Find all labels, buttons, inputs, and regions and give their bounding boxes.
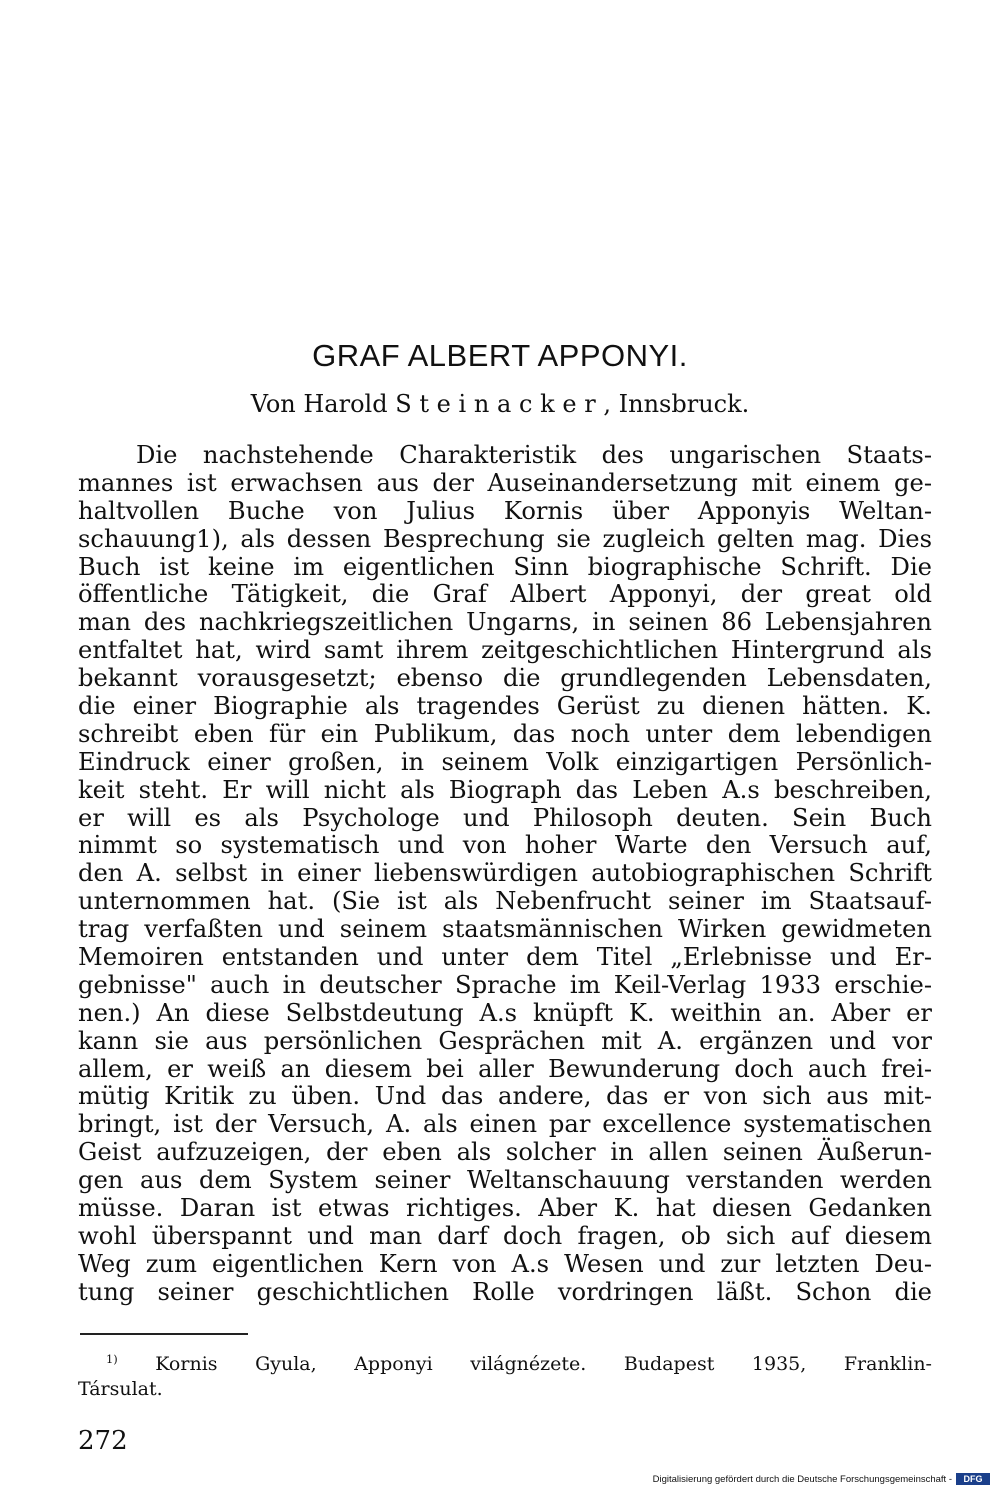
body-line: gebnisse" auch in deutscher Sprache im Keil-Verlag 1933 erschie- <box>78 970 932 999</box>
body-line: nimmt so systematisch und von hoher Warte den Versuch auf, <box>78 831 932 860</box>
byline-prefix: Von Harold <box>250 390 396 418</box>
body-line: tung seiner geschichtlichen Rolle vordringen läßt. Schon die <box>78 1277 932 1306</box>
body-line: trag verfaßten und seinem staatsmännischen Wirken gewidmeten <box>78 915 932 944</box>
footnote-line <box>78 1352 932 1377</box>
body-line: entfaltet hat, wird samt ihrem zeitgeschichtlichen Hintergrund als <box>78 636 932 665</box>
body-line: wohl überspannt und man darf doch fragen, ob sich auf diesem <box>78 1221 932 1250</box>
body-line: er will es als Psychologe und Philosoph deuten. Sein Buch <box>78 803 932 832</box>
body-line: müsse. Daran ist etwas richtiges. Aber K. hat diesen Gedanken <box>78 1194 932 1223</box>
byline-author: Steinacker <box>395 390 604 418</box>
body-line: Buch ist keine im eigentlichen Sinn biographische Schrift. Die <box>78 552 932 581</box>
body-line: keit steht. Er will nicht als Biograph das Leben A.s beschreiben, <box>78 775 932 804</box>
byline-suffix: , Innsbruck. <box>603 390 750 418</box>
body-line: allem, er weiß an diesem bei aller Bewunderung doch auch frei- <box>78 1054 932 1083</box>
body-line: Geist aufzuzeigen, der eben als solcher in allen seinen Äußerun- <box>78 1138 932 1167</box>
body-line: Weg zum eigentlichen Kern von A.s Wesen und zur letzten Deu- <box>78 1249 932 1278</box>
body-line: bringt, ist der Versuch, A. als einen par excellence systematischen <box>78 1110 932 1139</box>
body-line: unternommen hat. (Sie ist als Nebenfrucht seiner im Staatsauf- <box>78 887 932 916</box>
digitization-credit: Digitalisierung gefördert durch die Deutsche Forschungsgemeinschaft - <box>652 1474 952 1485</box>
body-line: bekannt vorausgesetzt; ebenso die grundlegenden Lebensdaten, <box>78 664 932 693</box>
footnote-text: Kornis Gyula, Apponyi világnézete. Budapest 1935, Franklin- <box>155 1353 932 1375</box>
article-body <box>78 442 932 1307</box>
body-line: Eindruck einer großen, in seinem Volk einzigartigen Persönlich- <box>78 747 932 776</box>
body-line: mannes ist erwachsen aus der Auseinandersetzung mit einem ge- <box>78 468 932 497</box>
article-title: GRAF ALBERT APPONYI. <box>312 338 688 373</box>
body-line: nen.) An diese Selbstdeutung A.s knüpft K. weithin an. Aber er <box>78 998 932 1027</box>
footnote-line: Társulat. <box>78 1378 163 1400</box>
body-line: schauung1), als dessen Besprechung sie zugleich gelten mag. Dies <box>78 524 932 553</box>
page-number: 272 <box>78 1426 128 1456</box>
article-byline <box>0 390 1000 418</box>
body-line: kann sie aus persönlichen Gesprächen mit A. ergänzen und vor <box>78 1026 932 1055</box>
footnote-divider <box>80 1333 248 1335</box>
body-line: gen aus dem System seiner Weltanschauung verstanden werden <box>78 1166 932 1195</box>
footnote-marker: 1) <box>106 1352 118 1367</box>
body-line: man des nachkriegszeitlichen Ungarns, in seinen 86 Lebensjahren <box>78 608 932 637</box>
body-line: mütig Kritik zu üben. Und das andere, das er von sich aus mit- <box>78 1082 932 1111</box>
body-line: die einer Biographie als tragendes Gerüst zu dienen hätten. K. <box>78 692 932 721</box>
body-line: Memoiren entstanden und unter dem Titel „Erlebnisse und Er- <box>78 943 932 972</box>
body-line: haltvollen Buche von Julius Kornis über Apponyis Weltan- <box>78 496 932 525</box>
dfg-logo: DFG <box>956 1473 990 1485</box>
body-line: Die nachstehende Charakteristik des ungarischen Staats- <box>136 441 932 469</box>
body-line: öffentliche Tätigkeit, die Graf Albert Apponyi, der great old <box>78 580 932 609</box>
body-line: den A. selbst in einer liebenswürdigen autobiographischen Schrift <box>78 859 932 888</box>
body-line: schreibt eben für ein Publikum, das noch unter dem lebendigen <box>78 719 932 748</box>
footnote <box>78 1352 932 1402</box>
